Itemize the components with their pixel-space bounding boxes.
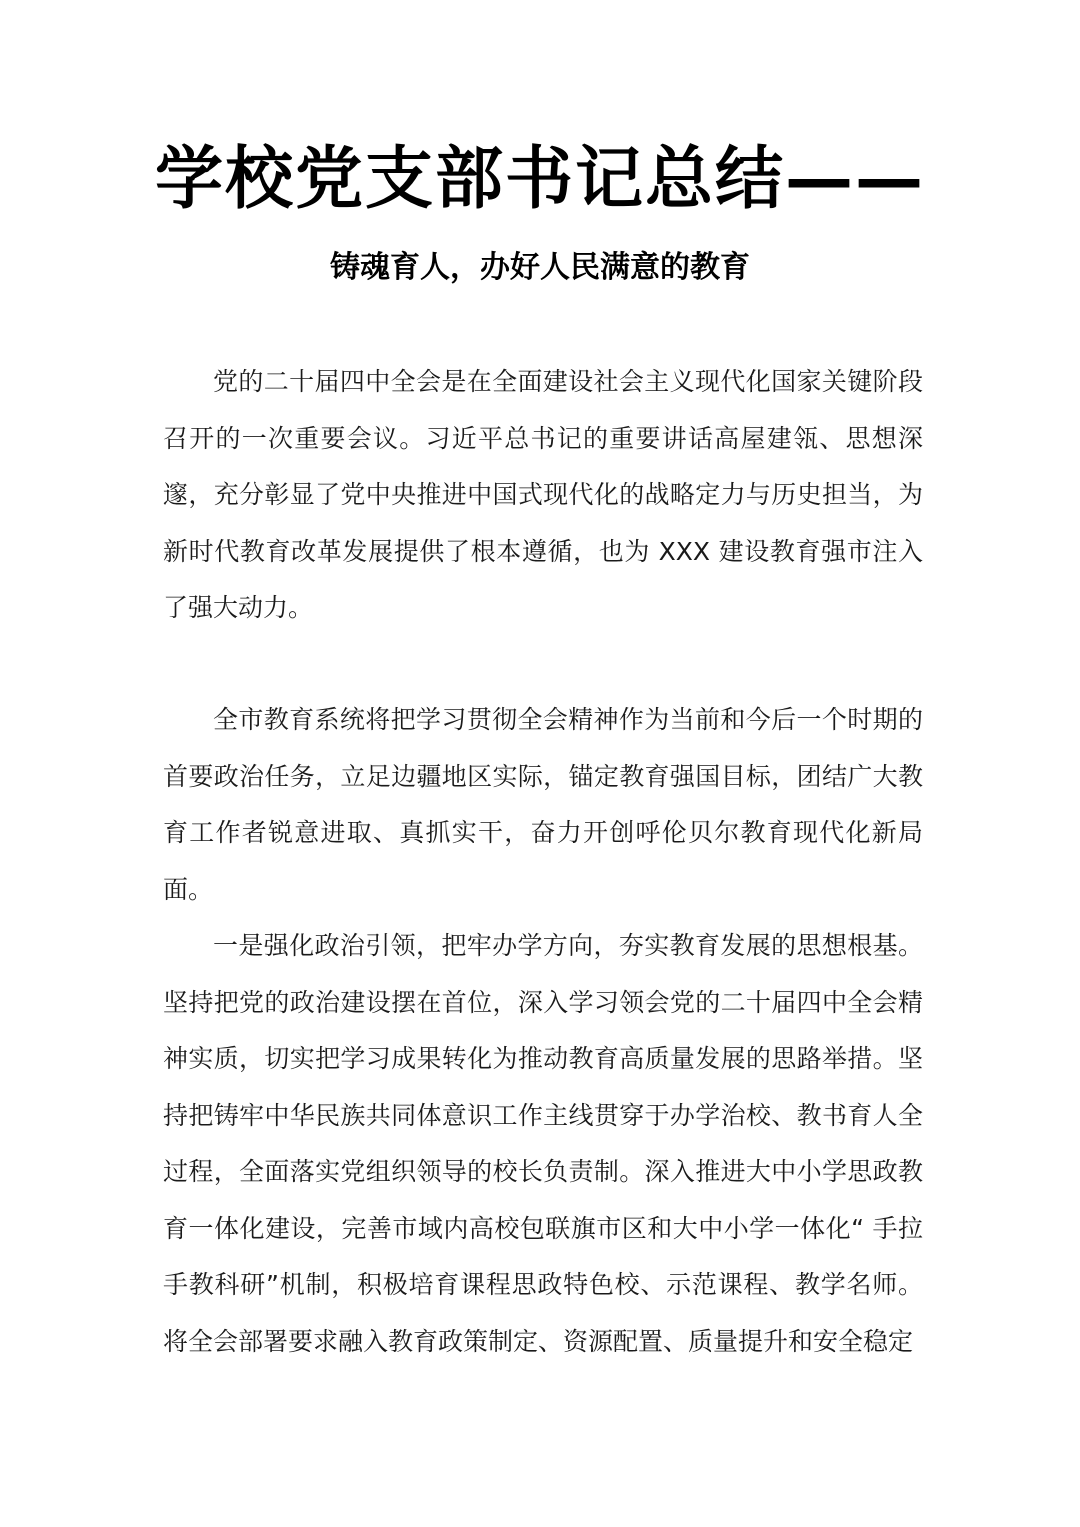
- paragraph-text: 一是强化政治引领，把牢办学方向，夯实教育发展的思想根基。坚持把党的政治建设摆在首位，深入学习领会党的二十届四中全会精神实质，切实把学习成果转化为推动教育高质量发展的思路举措。坚持把铸牢中华民族共同体意识工作主线贯穿于办学治校、教书育人全过程，全面落实党组织领导的校长负责制。深入推进大中小学思政教育一体化建设，完善市域内高校包联旗市区和大中小学一体化“ 手拉手教科研”机制，积极培育课程思政特色校、示范课程、教学名师。将全会部署要求融入教育政策制定、资源配置、质量提升和安全稳定: [163, 931, 923, 1356]
- paragraph-text: 全市教育系统将把学习贯彻全会精神作为当前和今后一个时期的首要政治任务，立足边疆地区实际，锚定教育强国目标，团结广大教育工作者锐意进取、真抓实干，奋力开创呼伦贝尔教育现代化新局面。: [163, 705, 923, 904]
- document-subtitle: 铸魂育人，办好人民满意的教育: [330, 250, 750, 285]
- paragraph-text: 党的二十届四中全会是在全面建设社会主义现代化国家关键阶段召开的一次重要会议。习近平总书记的重要讲话高屋建瓴、思想深邃，充分彰显了党中央推进中国式现代化的战略定力与历史担当，为新时代教育改革发展提供了根本遵循，也为 XXX 建设教育强市注入了强大动力。: [163, 367, 923, 622]
- document-title: 学校党支部书记总结——: [154, 140, 925, 219]
- paragraph-1: [163, 354, 923, 637]
- paragraph-2: [163, 692, 923, 918]
- paragraph-3: [163, 918, 923, 1370]
